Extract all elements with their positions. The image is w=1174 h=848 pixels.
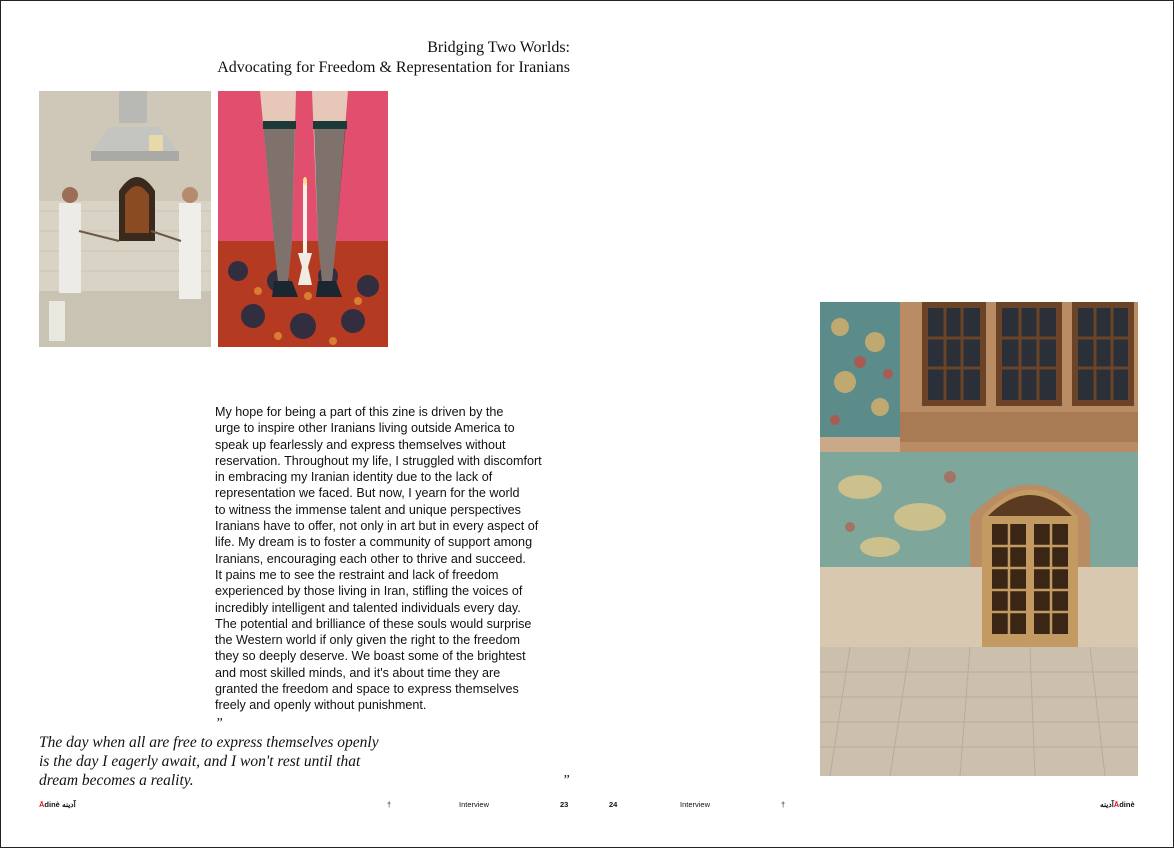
photo-palace-door	[820, 302, 1138, 776]
body-line: freely and openly without punishment.	[215, 698, 427, 713]
footer-page-number-left: 23	[560, 800, 569, 809]
quote-line: dream becomes a reality.	[39, 772, 194, 789]
body-line: reservation. Throughout my life, I struggled with discomfort	[215, 453, 542, 468]
body-line: in embracing my Iranian identity due to the lack of	[215, 470, 493, 485]
brand-rest: dinè	[1119, 800, 1135, 809]
title-line-1: Bridging Two Worlds:	[427, 39, 570, 56]
body-line: the Western world if only given the right to the freedom	[215, 633, 520, 648]
body-line: they so deeply deserve. We boast some of the brightest	[215, 649, 526, 664]
body-line: life. My dream is to foster a community of support among	[215, 535, 533, 550]
article-body	[215, 404, 575, 714]
body-line: speak up fearlessly and express themselves without	[215, 437, 506, 452]
footer-brand-right	[1100, 800, 1135, 809]
body-line: The potential and brilliance of these souls would surprise	[215, 616, 532, 631]
quote-open-mark: ”	[215, 716, 223, 731]
photo-bakery	[39, 91, 211, 347]
brand-accent: Ā	[39, 800, 45, 809]
quote-close-mark: ”	[562, 773, 570, 788]
quote-line: The day when all are free to express themselves openly	[39, 734, 379, 751]
body-line: granted the freedom and space to express themselves	[215, 682, 519, 697]
pull-quote	[39, 733, 439, 790]
body-line: Iranians have to offer, not only in art but in every aspect of	[215, 519, 539, 534]
footer-brand-left	[39, 800, 76, 809]
title-line-2: Advocating for Freedom & Representation for Iranians	[217, 59, 570, 76]
body-line: incredibly intelligent and talented individuals every day.	[215, 600, 521, 615]
body-line: to witness the immense talent and unique perspectives	[215, 502, 521, 517]
body-line: Iranians, encouraging each other to thrive and succeed.	[215, 551, 526, 566]
brand-farsi: آدینه	[61, 800, 76, 809]
body-line: My hope for being a part of this zine is driven by the	[215, 405, 504, 419]
photo-legs-candle	[218, 91, 388, 347]
article-title	[150, 38, 570, 78]
footer-page-number-right: 24	[609, 800, 618, 809]
footer-dagger-right: †	[781, 800, 786, 809]
brand-farsi: آدینه	[1100, 800, 1114, 809]
body-line: It pains me to see the restraint and lack of freedom	[215, 567, 499, 582]
brand-rest: dinè	[44, 800, 60, 809]
body-line: urge to inspire other Iranians living outside America to	[215, 421, 515, 436]
body-line: representation we faced. But now, I yearn for the world	[215, 486, 520, 501]
quote-line: is the day I eagerly await, and I won't rest until that	[39, 753, 361, 770]
footer-dagger-left: †	[387, 800, 392, 809]
footer-section-right: Interview	[680, 800, 711, 809]
footer-section-left: Interview	[459, 800, 490, 809]
brand-accent: Ā	[1113, 800, 1120, 809]
body-line: and most skilled minds, and it's about time they are	[215, 665, 501, 680]
body-line: experienced by those living in Iran, stifling the voices of	[215, 584, 523, 599]
